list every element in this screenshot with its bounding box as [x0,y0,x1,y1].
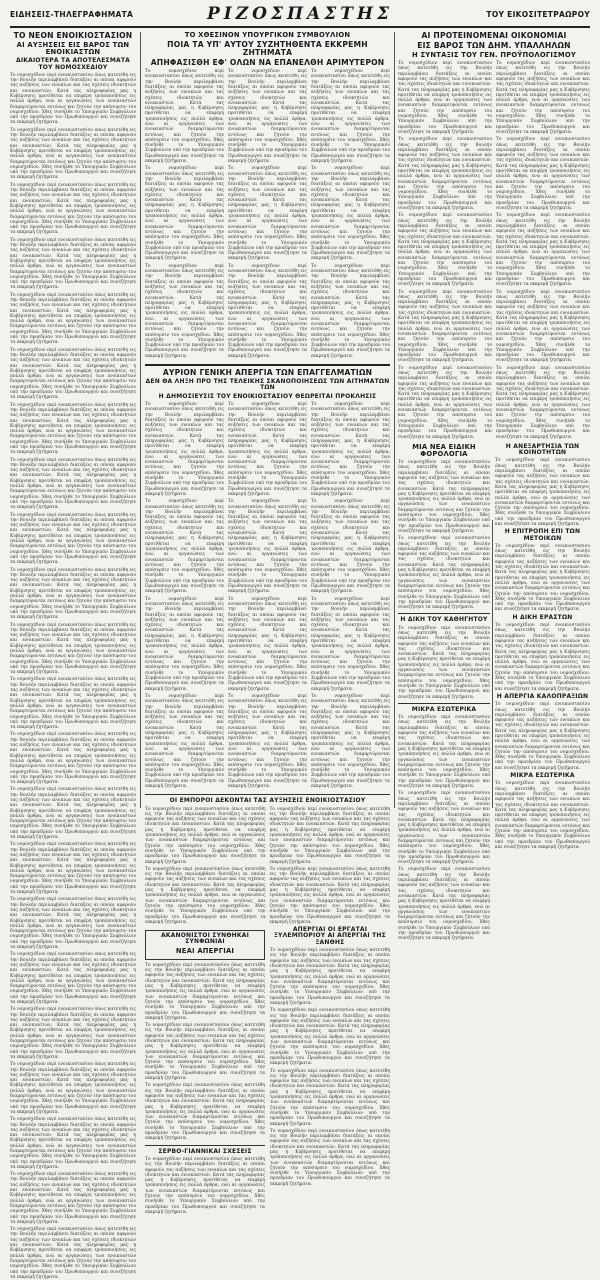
article-body: Το νομοσχέδιον περί ενοικιοστασίου όπως κατετέθη εις την Βουλήν περιλαμβάνει διατάξεις αι οποίαι αφορούν τας αυξήσεις των ενοικίων και τας σχέσεις ιδιοκτητών και ενοικιαστών. Κατά τας πληροφορίας μας η Κυβέρνησις προτίθεται να επιφέρη τροποποιήσεις εις πολλά άρθρα, ενώ αι οργανώσεις των ενοικιαστών διαμαρτύρονται εντόνως και ζητούν την απόσυρσιν του νομοσχεδίου. Χθες συνήλθε το Υπουργικόν Συμβούλιον υπό την προεδρίαν του Πρωθυπουργού και συνεζήτησε τα εκκρεμή ζητήματα. [145,1023,265,1082]
article-columns [145,807,390,928]
article-body: Το νομοσχέδιον περί ενοικιοστασίου όπως κατετέθη εις την Βουλήν περιλαμβάνει διατάξεις αι οποίαι αφορούν τας αυξήσεις των ενοικίων και τας σχέσεις ιδιοκτητών και ενοικιαστών. Κατά τας πληροφορίας μας η Κυβέρνησις προτίθεται να επιφέρη τροποποιήσεις εις πολλά άρθρα, ενώ αι οργανώσεις των ενοικιαστών διαμαρτύρονται εντόνως και ζητούν την απόσυρσιν του νομοσχεδίου. Χθες συνήλθε το Υπουργικόν Συμβούλιον υπό την προεδρίαν του Πρωθυπουργού και συνεζήτησε τα εκκρεμή ζητήματα. [270,1068,390,1127]
article-body: Το νομοσχέδιον περί ενοικιοστασίου όπως κατετέθη εις την Βουλήν περιλαμβάνει διατάξεις αι οποίαι αφορούν τας αυξήσεις των ενοικίων και τας σχέσεις ιδιοκτητών και ενοικιαστών. Κατά τας πληροφορίας μας η Κυβέρνησις προτίθεται να επιφέρη τροποποιήσεις εις πολλά άρθρα, ενώ αι οργανώσεις των ενοικιαστών διαμαρτύρονται εντόνως και ζητούν την απόσυρσιν του νομοσχεδίου. Χθες συνήλθε το Υπουργικόν Συμβούλιον υπό την προεδρίαν του Πρωθυπουργού και συνεζήτησε τα εκκρεμή ζητήματα. [311,166,390,262]
article-body: Το νομοσχέδιον περί ενοικιοστασίου όπως κατετέθη εις την Βουλήν περιλαμβάνει διατάξεις αι οποίαι αφορούν τας αυξήσεις των ενοικίων και τας σχέσεις ιδιοκτητών και ενοικιαστών. Κατά τας πληροφορίας μας η Κυβέρνησις προτίθεται να επιφέρη τροποποιήσεις εις πολλά άρθρα, ενώ αι οργανώσεις των ενοικιαστών διαμαρτύρονται εντόνως και ζητούν την απόσυρσιν του νομοσχεδίου. Χθες συνήλθε το Υπουργικόν Συμβούλιον υπό την προεδρίαν του Πρωθυπουργού και συνεζήτησε τα εκκρεμή ζητήματα. [311,693,390,789]
article-body: Το νομοσχέδιον περί ενοικιοστασίου όπως κατετέθη εις την Βουλήν περιλαμβάνει διατάξεις αι οποίαι αφορούν τας αυξήσεις των ενοικίων και τας σχέσεις ιδιοκτητών και ενοικιαστών. Κατά τας πληροφορίας μας η Κυβέρνησις προτίθεται να επιφέρη τροποποιήσεις εις πολλά άρθρα, ενώ αι οργανώσεις των ενοικιαστών διαμαρτύρονται εντόνως και ζητούν την απόσυρσιν του νομοσχεδίου. Χθες συνήλθε το Υπουργικόν Συμβούλιον υπό την προεδρίαν του Πρωθυπουργού και συνεζήτησε τα εκκρεμή ζητήματα. [10,72,136,126]
article-headline: ΤΟ ΧΘΕΣΙΝΟΝ ΥΠΟΥΡΓΙΚΟΝ ΣΥΜΒΟΥΛΙΟΝ [184,31,351,39]
article-subheadline: ΠΟΙΑ ΤΑ ΥΠ' ΑΥΤΟΥ ΣΥΖΗΤΗΘΕΝΤΑ ΕΚΚΡΕΜΗ ΖΗΤΗΜΑΤΑ [167,40,368,58]
article-body: Το νομοσχέδιον περί ενοικιοστασίου όπως κατετέθη εις την Βουλήν περιλαμβάνει διατάξεις αι οποίαι αφορούν τας αυξήσεις των ενοικίων και τας σχέσεις ιδιοκτητών και ενοικιαστών. Κατά τας πληροφορίας μας η Κυβέρνησις προτίθεται να επιφέρη τροποποιήσεις εις πολλά άρθρα, ενώ αι οργανώσεις των ενοικιαστών διαμαρτύρονται εντόνως και ζητούν την απόσυρσιν του νομοσχεδίου. Χθες συνήλθε το Υπουργικόν Συμβούλιον υπό την προεδρίαν του Πρωθυπουργού και συνεζήτησε τα εκκρεμή ζητήματα. [398,61,492,135]
article-body: Το νομοσχέδιον περί ενοικιοστασίου όπως κατετέθη εις την Βουλήν περιλαμβάνει διατάξεις αι οποίαι αφορούν τας αυξήσεις των ενοικίων και τας σχέσεις ιδιοκτητών και ενοικιαστών. Κατά τας πληροφορίας μας η Κυβέρνησις προτίθεται να επιφέρη τροποποιήσεις εις πολλά άρθρα, ενώ αι οργανώσεις των ενοικιαστών διαμαρτύρονται εντόνως και ζητούν την απόσυρσιν του νομοσχεδίου. Χθες συνήλθε το Υπουργικόν Συμβούλιον υπό την προεδρίαν του Πρωθυπουργού και συνεζήτησε τα εκκρεμή ζητήματα. [145,596,224,692]
section-label-right: ΤΟΥ ΕΙΚΟΣΙΤΕΤΡΑΩΡΟΥ [486,10,590,19]
masthead [10,4,590,28]
article-columns [145,402,390,791]
article-body: Το νομοσχέδιον περί ενοικιοστασίου όπως κατετέθη εις την Βουλήν περιλαμβάνει διατάξεις αι οποίαι αφορούν τας αυξήσεις των ενοικίων και τας σχέσεις ιδιοκτητών και ενοικιαστών. Κατά τας πληροφορίας μας η Κυβέρνησις προτίθεται να επιφέρη τροποποιήσεις εις πολλά άρθρα, ενώ αι οργανώσεις των ενοικιαστών διαμαρτύρονται εντόνως και ζητούν την απόσυρσιν του νομοσχεδίου. Χθες συνήλθε το Υπουργικόν Συμβούλιον υπό την προεδρίαν του Πρωθυπουργού και συνεζήτησε τα εκκρεμή ζητήματα. [10,787,136,841]
article-body: Το νομοσχέδιον περί ενοικιοστασίου όπως κατετέθη εις την Βουλήν περιλαμβάνει διατάξεις αι οποίαι αφορούν τας αυξήσεις των ενοικίων και τας σχέσεις ιδιοκτητών και ενοικιαστών. Κατά τας πληροφορίας μας η Κυβέρνησις προτίθεται να επιφέρη τροποποιήσεις εις πολλά άρθρα, ενώ αι οργανώσεις των ενοικιαστών διαμαρτύρονται εντόνως και ζητούν την απόσυρσιν του νομοσχεδίου. Χθες συνήλθε το Υπουργικόν Συμβούλιον υπό την προεδρίαν του Πρωθυπουργού και συνεζήτησε τα εκκρεμή ζητήματα. [311,401,390,497]
article-body: Το νομοσχέδιον περί ενοικιοστασίου όπως κατετέθη εις την Βουλήν περιλαμβάνει διατάξεις αι οποίαι αφορούν τας αυξήσεις των ενοικίων και τας σχέσεις ιδιοκτητών και ενοικιαστών. Κατά τας πληροφορίας μας η Κυβέρνησις προτίθεται να επιφέρη τροποποιήσεις εις πολλά άρθρα, ενώ αι οργανώσεις των ενοικιαστών διαμαρτύρονται εντόνως και ζητούν την απόσυρσιν του νομοσχεδίου. Χθες συνήλθε το Υπουργικόν Συμβούλιον υπό την προεδρίαν του Πρωθυπουργού και συνεζήτησε τα εκκρεμή ζητήματα. [145,499,224,595]
article-body: Το νομοσχέδιον περί ενοικιοστασίου όπως κατετέθη εις την Βουλήν περιλαμβάνει διατάξεις αι οποίαι αφορούν τας αυξήσεις των ενοικίων και τας σχέσεις ιδιοκτητών και ενοικιαστών. Κατά τας πληροφορίας μας η Κυβέρνησις προτίθεται να επιφέρη τροποποιήσεις εις πολλά άρθρα, ενώ αι οργανώσεις των ενοικιαστών διαμαρτύρονται εντόνως και ζητούν την απόσυρσιν του νομοσχεδίου. Χθες συνήλθε το Υπουργικόν Συμβούλιον υπό την προεδρίαν του Πρωθυπουργού και συνεζήτησε τα εκκρεμή ζητήματα. [398,715,490,790]
section-label-left: ΕΙΔΗΣΕΙΣ-ΤΗΛΕΓΡΑΦΗΜΑΤΑ [10,10,134,19]
article-body: Το νομοσχέδιον περί ενοικιοστασίου όπως κατετέθη εις την Βουλήν περιλαμβάνει διατάξεις αι οποίαι αφορούν τας αυξήσεις των ενοικίων και τας σχέσεις ιδιοκτητών και ενοικιαστών. Κατά τας πληροφορίας μας η Κυβέρνησις προτίθεται να επιφέρη τροποποιήσεις εις πολλά άρθρα, ενώ αι οργανώσεις των ενοικιαστών διαμαρτύρονται εντόνως και ζητούν την απόσυρσιν του νομοσχεδίου. Χθες συνήλθε το Υπουργικόν Συμβούλιον υπό την προεδρίαν του Πρωθυπουργού και συνεζήτησε τα εκκρεμή ζητήματα. [10,677,136,731]
article-headline: ΜΙΚΡΑ ΕΣΩΤΕΡΙΚΑ [411,705,477,713]
article-headline: ΑΠΕΡΓΙΑΙ ΟΙ ΕΡΓΑΤΑΙ ΞΥΛΕΜΠΟΡΙΟΥ ΑΙ ΑΠΕΡΓΙΑΙ ΤΗΣ ΞΑΝΘΗΣ [274,926,386,946]
article-body: Το νομοσχέδιον περί ενοικιοστασίου όπως κατετέθη εις την Βουλήν περιλαμβάνει διατάξεις αι οποίαι αφορούν τας αυξήσεις των ενοικίων και τας σχέσεις ιδιοκτητών και ενοικιαστών. Κατά τας πληροφορίας μας η Κυβέρνησις προτίθεται να επιφέρη τροποποιήσεις εις πολλά άρθρα, ενώ αι οργανώσεις των ενοικιαστών διαμαρτύρονται εντόνως και ζητούν την απόσυρσιν του νομοσχεδίου. Χθες συνήλθε το Υπουργικόν Συμβούλιον υπό την προεδρίαν του Πρωθυπουργού και συνεζήτησε τα εκκρεμή ζητήματα. [10,1117,136,1170]
article-body: Το νομοσχέδιον περί ενοικιοστασίου όπως κατετέθη εις την Βουλήν περιλαμβάνει διατάξεις αι οποίαι αφορούν τας αυξήσεις των ενοικίων και τας σχέσεις ιδιοκτητών και ενοικιαστών. Κατά τας πληροφορίας μας η Κυβέρνησις προτίθεται να επιφέρη τροποποιήσεις εις πολλά άρθρα, ενώ αι οργανώσεις των ενοικιαστών διαμαρτύρονται εντόνως και ζητούν την απόσυρσιν του νομοσχεδίου. Χθες συνήλθε το Υπουργικόν Συμβούλιον υπό την προεδρίαν του Πρωθυπουργού και συνεζήτησε τα εκκρεμή ζητήματα. [10,732,136,786]
article-body: Το νομοσχέδιον περί ενοικιοστασίου όπως κατετέθη εις την Βουλήν περιλαμβάνει διατάξεις αι οποίαι αφορούν τας αυξήσεις των ενοικίων και τας σχέσεις ιδιοκτητών και ενοικιαστών. Κατά τας πληροφορίας μας η Κυβέρνησις προτίθεται να επιφέρη τροποποιήσεις εις πολλά άρθρα, ενώ αι οργανώσεις των ενοικιαστών διαμαρτύρονται εντόνως και ζητούν την απόσυρσιν του νομοσχεδίου. Χθες συνήλθε το Υπουργικόν Συμβούλιον υπό την προεδρίαν του Πρωθυπουργού και συνεζήτησε τα εκκρεμή ζητήματα. [10,567,136,621]
article-body: Το νομοσχέδιον περί ενοικιοστασίου όπως κατετέθη εις την Βουλήν περιλαμβάνει διατάξεις αι οποίαι αφορούν τας αυξήσεις των ενοικίων και τας σχέσεις ιδιοκτητών και ενοικιαστών. Κατά τας πληροφορίας μας η Κυβέρνησις προτίθεται να επιφέρη τροποποιήσεις εις πολλά άρθρα, ενώ αι οργανώσεις των ενοικιαστών διαμαρτύρονται εντόνως και ζητούν την απόσυρσιν του νομοσχεδίου. Χθες συνήλθε το Υπουργικόν Συμβούλιον υπό την προεδρίαν του Πρωθυπουργού και συνεζήτησε τα εκκρεμή ζητήματα. [145,693,224,789]
article-body: Το νομοσχέδιον περί ενοικιοστασίου όπως κατετέθη εις την Βουλήν περιλαμβάνει διατάξεις αι οποίαι αφορούν τας αυξήσεις των ενοικίων και τας σχέσεις ιδιοκτητών και ενοικιαστών. Κατά τας πληροφορίας μας η Κυβέρνησις προτίθεται να επιφέρη τροποποιήσεις εις πολλά άρθρα, ενώ αι οργανώσεις των ενοικιαστών διαμαρτύρονται εντόνως και ζητούν την απόσυρσιν του νομοσχεδίου. Χθες συνήλθε το Υπουργικόν Συμβούλιον υπό την προεδρίαν του Πρωθυπουργού και συνεζήτησε τα εκκρεμή ζητήματα. [10,897,136,951]
article-body: Το νομοσχέδιον περί ενοικιοστασίου όπως κατετέθη εις την Βουλήν περιλαμβάνει διατάξεις αι οποίαι αφορούν τας αυξήσεις των ενοικίων και τας σχέσεις ιδιοκτητών και ενοικιαστών. Κατά τας πληροφορίας μας η Κυβέρνησις προτίθεται να επιφέρη τροποποιήσεις εις πολλά άρθρα, ενώ αι οργανώσεις των ενοικιαστών διαμαρτύρονται εντόνως και ζητούν την απόσυρσιν του νομοσχεδίου. Χθες συνήλθε το Υπουργικόν Συμβούλιον υπό την προεδρίαν του Πρωθυπουργού και συνεζήτησε τα εκκρεμή ζητήματα. [398,867,490,942]
article-headline: ΜΙΑ ΝΕΑ ΕΙΔΙΚΗ ΦΟΡΟΛΟΓΙΑ [412,442,476,458]
divider [145,794,390,795]
article-body: Το νομοσχέδιον περί ενοικιοστασίου όπως κατετέθη εις την Βουλήν περιλαμβάνει διατάξεις αι οποίαι αφορούν τας αυξήσεις των ενοικίων και τας σχέσεις ιδιοκτητών και ενοικιαστών. Κατά τας πληροφορίας μας η Κυβέρνησις προτίθεται να επιφέρη τροποποιήσεις εις πολλά άρθρα, ενώ αι οργανώσεις των ενοικιαστών διαμαρτύρονται εντόνως και ζητούν την απόσυρσιν του νομοσχεδίου. Χθες συνήλθε το Υπουργικόν Συμβούλιον υπό την προεδρίαν του Πρωθυπουργού και συνεζήτησε τα εκκρεμή ζητήματα. [145,263,224,359]
article-body: Το νομοσχέδιον περί ενοικιοστασίου όπως κατετέθη εις την Βουλήν περιλαμβάνει διατάξεις αι οποίαι αφορούν τας αυξήσεις των ενοικίων και τας σχέσεις ιδιοκτητών και ενοικιαστών. Κατά τας πληροφορίας μας η Κυβέρνησις προτίθεται να επιφέρη τροποποιήσεις εις πολλά άρθρα, ενώ αι οργανώσεις των ενοικιαστών διαμαρτύρονται εντόνως και ζητούν την απόσυρσιν του νομοσχεδίου. Χθες συνήλθε το Υπουργικόν Συμβούλιον υπό την προεδρίαν του Πρωθυπουργού και συνεζήτησε τα εκκρεμή ζητήματα. [398,791,490,866]
lower-articles [145,927,390,1217]
article-body: Το νομοσχέδιον περί ενοικιοστασίου όπως κατετέθη εις την Βουλήν περιλαμβάνει διατάξεις αι οποίαι αφορούν τας αυξήσεις των ενοικίων και τας σχέσεις ιδιοκτητών και ενοικιαστών. Κατά τας πληροφορίας μας η Κυβέρνησις προτίθεται να επιφέρη τροποποιήσεις εις πολλά άρθρα, ενώ αι οργανώσεις των ενοικιαστών διαμαρτύρονται εντόνως και ζητούν την απόσυρσιν του νομοσχεδίου. Χθες συνήλθε το Υπουργικόν Συμβούλιον υπό την προεδρίαν του Πρωθυπουργού και συνεζήτησε τα εκκρεμή ζητήματα. [10,622,136,676]
column-left [10,31,136,1280]
article-body: Το νομοσχέδιον περί ενοικιοστασίου όπως κατετέθη εις την Βουλήν περιλαμβάνει διατάξεις αι οποίαι αφορούν τας αυξήσεις των ενοικίων και τας σχέσεις ιδιοκτητών και ενοικιαστών. Κατά τας πληροφορίας μας η Κυβέρνησις προτίθεται να επιφέρη τροποποιήσεις εις πολλά άρθρα, ενώ αι οργανώσεις των ενοικιαστών διαμαρτύρονται εντόνως και ζητούν την απόσυρσιν του νομοσχεδίου. Χθες συνήλθε το Υπουργικόν Συμβούλιον υπό την προεδρίαν του Πρωθυπουργού και συνεζήτησε τα εκκρεμή ζητήματα. [228,166,307,262]
article-body: Το νομοσχέδιον περί ενοικιοστασίου όπως κατετέθη εις την Βουλήν περιλαμβάνει διατάξεις αι οποίαι αφορούν τας αυξήσεις των ενοικίων και τας σχέσεις ιδιοκτητών και ενοικιαστών. Κατά τας πληροφορίας μας η Κυβέρνησις προτίθεται να επιφέρη τροποποιήσεις εις πολλά άρθρα, ενώ αι οργανώσεις των ενοικιαστών διαμαρτύρονται εντόνως και ζητούν την απόσυρσιν του νομοσχεδίου. Χθες συνήλθε το Υπουργικόν Συμβούλιον υπό την προεδρίαν του Πρωθυπουργού και συνεζήτησε τα εκκρεμή ζητήματα. [311,596,390,692]
newspaper-title: ΡΙΖΟΣΠΑΣΤΗΣ [207,4,393,24]
article-subheadline: Η ΣΥΝΤΑΞΙΣ ΤΟΥ ΓΕΝ. ΠΡΟΫΠΟΛΟΓΙΣΜΟΥ [412,50,576,59]
article-headline: ΑΙ ΠΡΟΤΕΙΝΟΜΕΝΑΙ ΟΙΚΟΝΟΜΙΑΙ [421,31,567,40]
article-body: Το νομοσχέδιον περί ενοικιοστασίου όπως κατετέθη εις την Βουλήν περιλαμβάνει διατάξεις αι οποίαι αφορούν τας αυξήσεις των ενοικίων και τας σχέσεις ιδιοκτητών και ενοικιαστών. Κατά τας πληροφορίας μας η Κυβέρνησις προτίθεται να επιφέρη τροποποιήσεις εις πολλά άρθρα, ενώ αι οργανώσεις των ενοικιαστών διαμαρτύρονται εντόνως και ζητούν την απόσυρσιν του νομοσχεδίου. Χθες συνήλθε το Υπουργικόν Συμβούλιον υπό την προεδρίαν του Πρωθυπουργού και συνεζήτησε τα εκκρεμή ζητήματα. [398,460,490,534]
article-headline: Η ΔΙΚΗ ΤΟΥ ΚΑΘΗΓΗΤΟΥ [400,616,488,624]
article-body: Το νομοσχέδιον περί ενοικιοστασίου όπως κατετέθη εις την Βουλήν περιλαμβάνει διατάξεις αι οποίαι αφορούν τας αυξήσεις των ενοικίων και τας σχέσεις ιδιοκτητών και ενοικιαστών. Κατά τας πληροφορίας μας η Κυβέρνησις προτίθεται να επιφέρη τροποποιήσεις εις πολλά άρθρα, ενώ αι οργανώσεις των ενοικιαστών διαμαρτύρονται εντόνως και ζητούν την απόσυρσιν του νομοσχεδίου. Χθες συνήλθε το Υπουργικόν Συμβούλιον υπό την προεδρίαν του Πρωθυπουργού και συνεζήτησε τα εκκρεμή ζητήματα. [145,1083,265,1142]
article-body: Το νομοσχέδιον περί ενοικιοστασίου όπως κατετέθη εις την Βουλήν περιλαμβάνει διατάξεις αι οποίαι αφορούν τας αυξήσεις των ενοικίων και τας σχέσεις ιδιοκτητών και ενοικιαστών. Κατά τας πληροφορίας μας η Κυβέρνησις προτίθεται να επιφέρη τροποποιήσεις εις πολλά άρθρα, ενώ αι οργανώσεις των ενοικιαστών διαμαρτύρονται εντόνως και ζητούν την απόσυρσιν του νομοσχεδίου. Χθες συνήλθε το Υπουργικόν Συμβούλιον υπό την προεδρίαν του Πρωθυπουργού και συνεζήτησε τα εκκρεμή ζητήματα. [10,457,136,511]
article-body: Το νομοσχέδιον περί ενοικιοστασίου όπως κατετέθη εις την Βουλήν περιλαμβάνει διατάξεις αι οποίαι αφορούν τας αυξήσεις των ενοικίων και τας σχέσεις ιδιοκτητών και ενοικιαστών. Κατά τας πληροφορίας μας η Κυβέρνησις προτίθεται να επιφέρη τροποποιήσεις εις πολλά άρθρα, ενώ αι οργανώσεις των ενοικιαστών διαμαρτύρονται εντόνως και ζητούν την απόσυρσιν του νομοσχεδίου. Χθες συνήλθε το Υπουργικόν Συμβούλιον υπό την προεδρίαν του Πρωθυπουργού και συνεζήτησε τα εκκρεμή ζητήματα. [145,806,266,865]
article-body: Το νομοσχέδιον περί ενοικιοστασίου όπως κατετέθη εις την Βουλήν περιλαμβάνει διατάξεις αι οποίαι αφορούν τας αυξήσεις των ενοικίων και τας σχέσεις ιδιοκτητών και ενοικιαστών. Κατά τας πληροφορίας μας η Κυβέρνησις προτίθεται να επιφέρη τροποποιήσεις εις πολλά άρθρα, ενώ αι οργανώσεις των ενοικιαστών διαμαρτύρονται εντόνως και ζητούν την απόσυρσιν του νομοσχεδίου. Χθες συνήλθε το Υπουργικόν Συμβούλιον υπό την προεδρίαν του Πρωθυπουργού και συνεζήτησε τα εκκρεμή ζητήματα. [228,263,307,359]
article-body: Το νομοσχέδιον περί ενοικιοστασίου όπως κατετέθη εις την Βουλήν περιλαμβάνει διατάξεις αι οποίαι αφορούν τας αυξήσεις των ενοικίων και τας σχέσεις ιδιοκτητών και ενοικιαστών. Κατά τας πληροφορίας μας η Κυβέρνησις προτίθεται να επιφέρη τροποποιήσεις εις πολλά άρθρα, ενώ αι οργανώσεις των ενοικιαστών διαμαρτύρονται εντόνως και ζητούν την απόσυρσιν του νομοσχεδίου. Χθες συνήλθε το Υπουργικόν Συμβούλιον υπό την προεδρίαν του Πρωθυπουργού και συνεζήτησε τα εκκρεμή ζητήματα. [398,625,490,700]
article-body: Το νομοσχέδιον περί ενοικιοστασίου όπως κατετέθη εις την Βουλήν περιλαμβάνει διατάξεις αι οποίαι αφορούν τας αυξήσεις των ενοικίων και τας σχέσεις ιδιοκτητών και ενοικιαστών. Κατά τας πληροφορίας μας η Κυβέρνησις προτίθεται να επιφέρη τροποποιήσεις εις πολλά άρθρα, ενώ αι οργανώσεις των ενοικιαστών διαμαρτύρονται εντόνως και ζητούν την απόσυρσιν του νομοσχεδίου. Χθες συνήλθε το Υπουργικόν Συμβούλιον υπό την προεδρίαν του Πρωθυπουργού και συνεζήτησε τα εκκρεμή ζητήματα. [495,458,590,527]
divider [145,1145,265,1146]
article-body: Το νομοσχέδιον περί ενοικιοστασίου όπως κατετέθη εις την Βουλήν περιλαμβάνει διατάξεις αι οποίαι αφορούν τας αυξήσεις των ενοικίων και τας σχέσεις ιδιοκτητών και ενοικιαστών. Κατά τας πληροφορίας μας η Κυβέρνησις προτίθεται να επιφέρη τροποποιήσεις εις πολλά άρθρα, ενώ αι οργανώσεις των ενοικιαστών διαμαρτύρονται εντόνως και ζητούν την απόσυρσιν του νομοσχεδίου. Χθες συνήλθε το Υπουργικόν Συμβούλιον υπό την προεδρίαν του Πρωθυπουργού και συνεζήτησε τα εκκρεμή ζητήματα. [10,1007,136,1060]
article-body: Το νομοσχέδιον περί ενοικιοστασίου όπως κατετέθη εις την Βουλήν περιλαμβάνει διατάξεις αι οποίαι αφορούν τας αυξήσεις των ενοικίων και τας σχέσεις ιδιοκτητών και ενοικιαστών. Κατά τας πληροφορίας μας η Κυβέρνησις προτίθεται να επιφέρη τροποποιήσεις εις πολλά άρθρα, ενώ αι οργανώσεις των ενοικιαστών διαμαρτύρονται εντόνως και ζητούν την απόσυρσιν του νομοσχεδίου. Χθες συνήλθε το Υπουργικόν Συμβούλιον υπό την προεδρίαν του Πρωθυπουργού και συνεζήτησε τα εκκρεμή ζητήματα. [145,866,266,925]
article-body: Το νομοσχέδιον περί ενοικιοστασίου όπως κατετέθη εις την Βουλήν περιλαμβάνει διατάξεις αι οποίαι αφορούν τας αυξήσεις των ενοικίων και τας σχέσεις ιδιοκτητών και ενοικιαστών. Κατά τας πληροφορίας μας η Κυβέρνησις προτίθεται να επιφέρη τροποποιήσεις εις πολλά άρθρα, ενώ αι οργανώσεις των ενοικιαστών διαμαρτύρονται εντόνως και ζητούν την απόσυρσιν του νομοσχεδίου. Χθες συνήλθε το Υπουργικόν Συμβούλιον υπό την προεδρίαν του Πρωθυπουργού και συνεζήτησε τα εκκρεμή ζητήματα. [398,365,492,440]
boxed-section [145,930,265,960]
article-subheadline: Η ΔΗΜΟΣΙΕΥΣΙΣ ΤΟΥ ΕΝΟΙΚΙΟΣΤΑΣΙΟΥ ΘΕΩΡΕΙΤΑΙ ΠΡΟΚΛΗΣΙΣ [158,392,377,400]
article-subheadline: ΔΕΝ ΘΑ ΛΗΞΗ ΠΡΟ ΤΗΣ ΤΕΛΕΙΚΗΣ ΣΚΑΝΟΠΟΙΗΣΕΩΣ ΤΩΝ ΑΙΤΗΜΑΤΩΝ ΤΩΝ [145,378,390,392]
article-body: Το νομοσχέδιον περί ενοικιοστασίου όπως κατετέθη εις την Βουλήν περιλαμβάνει διατάξεις αι οποίαι αφορούν τας αυξήσεις των ενοικίων και τας σχέσεις ιδιοκτητών και ενοικιαστών. Κατά τας πληροφορίας μας η Κυβέρνησις προτίθεται να επιφέρη τροποποιήσεις εις πολλά άρθρα, ενώ αι οργανώσεις των ενοικιαστών διαμαρτύρονται εντόνως και ζητούν την απόσυρσιν του νομοσχεδίου. Χθες συνήλθε το Υπουργικόν Συμβούλιον υπό την προεδρίαν του Πρωθυπουργού και συνεζήτησε τα εκκρεμή ζητήματα. [10,292,136,346]
article-body: Το νομοσχέδιον περί ενοικιοστασίου όπως κατετέθη εις την Βουλήν περιλαμβάνει διατάξεις αι οποίαι αφορούν τας αυξήσεις των ενοικίων και τας σχέσεις ιδιοκτητών και ενοικιαστών. Κατά τας πληροφορίας μας η Κυβέρνησις προτίθεται να επιφέρη τροποποιήσεις εις πολλά άρθρα, ενώ αι οργανώσεις των ενοικιαστών διαμαρτύρονται εντόνως και ζητούν την απόσυρσιν του νομοσχεδίου. Χθες συνήλθε το Υπουργικόν Συμβούλιον υπό την προεδρίαν του Πρωθυπουργού και συνεζήτησε τα εκκρεμή ζητήματα. [10,347,136,401]
article-body: Το νομοσχέδιον περί ενοικιοστασίου όπως κατετέθη εις την Βουλήν περιλαμβάνει διατάξεις αι οποίαι αφορούν τας αυξήσεις των ενοικίων και τας σχέσεις ιδιοκτητών και ενοικιαστών. Κατά τας πληροφορίας μας η Κυβέρνησις προτίθεται να επιφέρη τροποποιήσεις εις πολλά άρθρα, ενώ αι οργανώσεις των ενοικιαστών διαμαρτύρονται εντόνως και ζητούν την απόσυρσιν του νομοσχεδίου. Χθες συνήλθε το Υπουργικόν Συμβούλιον υπό την προεδρίαν του Πρωθυπουργού και συνεζήτησε τα εκκρεμή ζητήματα. [398,137,492,212]
article-body: Το νομοσχέδιον περί ενοικιοστασίου όπως κατετέθη εις την Βουλήν περιλαμβάνει διατάξεις αι οποίαι αφορούν τας αυξήσεις των ενοικίων και τας σχέσεις ιδιοκτητών και ενοικιαστών. Κατά τας πληροφορίας μας η Κυβέρνησις προτίθεται να επιφέρη τροποποιήσεις εις πολλά άρθρα, ενώ αι οργανώσεις των ενοικιαστών διαμαρτύρονται εντόνως και ζητούν την απόσυρσιν του νομοσχεδίου. Χθες συνήλθε το Υπουργικόν Συμβούλιον υπό την προεδρίαν του Πρωθυπουργού και συνεζήτησε τα εκκρεμή ζητήματα. [10,1227,136,1280]
article-body: Το νομοσχέδιον περί ενοικιοστασίου όπως κατετέθη εις την Βουλήν περιλαμβάνει διατάξεις αι οποίαι αφορούν τας αυξήσεις των ενοικίων και τας σχέσεις ιδιοκτητών και ενοικιαστών. Κατά τας πληροφορίας μας η Κυβέρνησις προτίθεται να επιφέρη τροποποιήσεις εις πολλά άρθρα, ενώ αι οργανώσεις των ενοικιαστών διαμαρτύρονται εντόνως και ζητούν την απόσυρσιν του νομοσχεδίου. Χθες συνήλθε το Υπουργικόν Συμβούλιον υπό την προεδρίαν του Πρωθυπουργού και συνεζήτησε τα εκκρεμή ζητήματα. [495,623,590,692]
article-body: Το νομοσχέδιον περί ενοικιοστασίου όπως κατετέθη εις την Βουλήν περιλαμβάνει διατάξεις αι οποίαι αφορούν τας αυξήσεις των ενοικίων και τας σχέσεις ιδιοκτητών και ενοικιαστών. Κατά τας πληροφορίας μας η Κυβέρνησις προτίθεται να επιφέρη τροποποιήσεις εις πολλά άρθρα, ενώ αι οργανώσεις των ενοικιαστών διαμαρτύρονται εντόνως και ζητούν την απόσυρσιν του νομοσχεδίου. Χθες συνήλθε το Υπουργικόν Συμβούλιον υπό την προεδρίαν του Πρωθυπουργού και συνεζήτησε τα εκκρεμή ζητήματα. [398,536,490,611]
article-columns [145,69,390,361]
article-headline: ΤΟ ΝΕΟΝ ΕΝΟΙΚΙΟΣΤΑΣΙΟΝ [13,31,133,40]
article-body: Το νομοσχέδιον περί ενοικιοστασίου όπως κατετέθη εις την Βουλήν περιλαμβάνει διατάξεις αι οποίαι αφορούν τας αυξήσεις των ενοικίων και τας σχέσεις ιδιοκτητών και ενοικιαστών. Κατά τας πληροφορίας μας η Κυβέρνησις προτίθεται να επιφέρη τροποποιήσεις εις πολλά άρθρα, ενώ αι οργανώσεις των ενοικιαστών διαμαρτύρονται εντόνως και ζητούν την απόσυρσιν του νομοσχεδίου. Χθες συνήλθε το Υπουργικόν Συμβούλιον υπό την προεδρίαν του Πρωθυπουργού και συνεζήτησε τα εκκρεμή ζητήματα. [145,166,224,262]
lower-articles [398,444,590,944]
article-body: Το νομοσχέδιον περί ενοικιοστασίου όπως κατετέθη εις την Βουλήν περιλαμβάνει διατάξεις αι οποίαι αφορούν τας αυξήσεις των ενοικίων και τας σχέσεις ιδιοκτητών και ενοικιαστών. Κατά τας πληροφορίας μας η Κυβέρνησις προτίθεται να επιφέρη τροποποιήσεις εις πολλά άρθρα, ενώ αι οργανώσεις των ενοικιαστών διαμαρτύρονται εντόνως και ζητούν την απόσυρσιν του νομοσχεδίου. Χθες συνήλθε το Υπουργικόν Συμβούλιον υπό την προεδρίαν του Πρωθυπουργού και συνεζήτησε τα εκκρεμή ζητήματα. [496,289,590,364]
article-body: Το νομοσχέδιον περί ενοικιοστασίου όπως κατετέθη εις την Βουλήν περιλαμβάνει διατάξεις αι οποίαι αφορούν τας αυξήσεις των ενοικίων και τας σχέσεις ιδιοκτητών και ενοικιαστών. Κατά τας πληροφορίας μας η Κυβέρνησις προτίθεται να επιφέρη τροποποιήσεις εις πολλά άρθρα, ενώ αι οργανώσεις των ενοικιαστών διαμαρτύρονται εντόνως και ζητούν την απόσυρσιν του νομοσχεδίου. Χθες συνήλθε το Υπουργικόν Συμβούλιον υπό την προεδρίαν του Πρωθυπουργού και συνεζήτησε τα εκκρεμή ζητήματα. [269,806,390,865]
column-rule [394,32,395,808]
article-body: Το νομοσχέδιον περί ενοικιοστασίου όπως κατετέθη εις την Βουλήν περιλαμβάνει διατάξεις αι οποίαι αφορούν τας αυξήσεις των ενοικίων και τας σχέσεις ιδιοκτητών και ενοικιαστών. Κατά τας πληροφορίας μας η Κυβέρνησις προτίθεται να επιφέρη τροποποιήσεις εις πολλά άρθρα, ενώ αι οργανώσεις των ενοικιαστών διαμαρτύρονται εντόνως και ζητούν την απόσυρσιν του νομοσχεδίου. Χθες συνήλθε το Υπουργικόν Συμβούλιον υπό την προεδρίαν του Πρωθυπουργού και συνεζήτησε τα εκκρεμή ζητήματα. [270,948,390,1006]
article-body: Το νομοσχέδιον περί ενοικιοστασίου όπως κατετέθη εις την Βουλήν περιλαμβάνει διατάξεις αι οποίαι αφορούν τας αυξήσεις των ενοικίων και τας σχέσεις ιδιοκτητών και ενοικιαστών. Κατά τας πληροφορίας μας η Κυβέρνησις προτίθεται να επιφέρη τροποποιήσεις εις πολλά άρθρα, ενώ αι οργανώσεις των ενοικιαστών διαμαρτύρονται εντόνως και ζητούν την απόσυρσιν του νομοσχεδίου. Χθες συνήλθε το Υπουργικόν Συμβούλιον υπό την προεδρίαν του Πρωθυπουργού και συνεζήτησε τα εκκρεμή ζητήματα. [10,182,136,236]
article-headline: Η ΑΠΕΡΓΙΑ ΚΑΛΟΠΡΑΞΙΩΝ [496,692,589,700]
box-headline: ΝΕΑΙ ΑΠΕΡΓΙΑΙ [175,946,235,955]
article-body: Το νομοσχέδιον περί ενοικιοστασίου όπως κατετέθη εις την Βουλήν περιλαμβάνει διατάξεις αι οποίαι αφορούν τας αυξήσεις των ενοικίων και τας σχέσεις ιδιοκτητών και ενοικιαστών. Κατά τας πληροφορίας μας η Κυβέρνησις προτίθεται να επιφέρη τροποποιήσεις εις πολλά άρθρα, ενώ αι οργανώσεις των ενοικιαστών διαμαρτύρονται εντόνως και ζητούν την απόσυρσιν του νομοσχεδίου. Χθες συνήλθε το Υπουργικόν Συμβούλιον υπό την προεδρίαν του Πρωθυπουργού και συνεζήτησε τα εκκρεμή ζητήματα. [228,69,307,165]
article-body: Το νομοσχέδιον περί ενοικιοστασίου όπως κατετέθη εις την Βουλήν περιλαμβάνει διατάξεις αι οποίαι αφορούν τας αυξήσεις των ενοικίων και τας σχέσεις ιδιοκτητών και ενοικιαστών. Κατά τας πληροφορίας μας η Κυβέρνησις προτίθεται να επιφέρη τροποποιήσεις εις πολλά άρθρα, ενώ αι οργανώσεις των ενοικιαστών διαμαρτύρονται εντόνως και ζητούν την απόσυρσιν του νομοσχεδίου. Χθες συνήλθε το Υπουργικόν Συμβούλιον υπό την προεδρίαν του Πρωθυπουργού και συνεζήτησε τα εκκρεμή ζητήματα. [10,127,136,181]
article-subheadline: ΕΙΣ ΒΑΡΟΣ ΤΩΝ ΔΗΜ. ΥΠΑΛΛΗΛΩΝ [417,40,571,50]
box-headline: ΑΚΑΝΟΝΙΣΤΟΙ ΣΥΝΘΗΚΑΙ ΣΥΝΦΩΝΙΑΙ [160,932,250,946]
article-body: Το νομοσχέδιον περί ενοικιοστασίου όπως κατετέθη εις την Βουλήν περιλαμβάνει διατάξεις αι οποίαι αφορούν τας αυξήσεις των ενοικίων και τας σχέσεις ιδιοκτητών και ενοικιαστών. Κατά τας πληροφορίας μας η Κυβέρνησις προτίθεται να επιφέρη τροποποιήσεις εις πολλά άρθρα, ενώ αι οργανώσεις των ενοικιαστών διαμαρτύρονται εντόνως και ζητούν την απόσυρσιν του νομοσχεδίου. Χθες συνήλθε το Υπουργικόν Συμβούλιον υπό την προεδρίαν του Πρωθυπουργού και συνεζήτησε τα εκκρεμή ζητήματα. [496,61,590,135]
article-body: Το νομοσχέδιον περί ενοικιοστασίου όπως κατετέθη εις την Βουλήν περιλαμβάνει διατάξεις αι οποίαι αφορούν τας αυξήσεις των ενοικίων και τας σχέσεις ιδιοκτητών και ενοικιαστών. Κατά τας πληροφορίας μας η Κυβέρνησις προτίθεται να επιφέρη τροποποιήσεις εις πολλά άρθρα, ενώ αι οργανώσεις των ενοικιαστών διαμαρτύρονται εντόνως και ζητούν την απόσυρσιν του νομοσχεδίου. Χθες συνήλθε το Υπουργικόν Συμβούλιον υπό την προεδρίαν του Πρωθυπουργού και συνεζήτησε τα εκκρεμή ζητήματα. [311,263,390,359]
article-body: Το νομοσχέδιον περί ενοικιοστασίου όπως κατετέθη εις την Βουλήν περιλαμβάνει διατάξεις αι οποίαι αφορούν τας αυξήσεις των ενοικίων και τας σχέσεις ιδιοκτητών και ενοικιαστών. Κατά τας πληροφορίας μας η Κυβέρνησις προτίθεται να επιφέρη τροποποιήσεις εις πολλά άρθρα, ενώ αι οργανώσεις των ενοικιαστών διαμαρτύρονται εντόνως και ζητούν την απόσυρσιν του νομοσχεδίου. Χθες συνήλθε το Υπουργικόν Συμβούλιον υπό την προεδρίαν του Πρωθυπουργού και συνεζήτησε τα εκκρεμή ζητήματα. [311,69,390,165]
article-body: Το νομοσχέδιον περί ενοικιοστασίου όπως κατετέθη εις την Βουλήν περιλαμβάνει διατάξεις αι οποίαι αφορούν τας αυξήσεις των ενοικίων και τας σχέσεις ιδιοκτητών και ενοικιαστών. Κατά τας πληροφορίας μας η Κυβέρνησις προτίθεται να επιφέρη τροποποιήσεις εις πολλά άρθρα, ενώ αι οργανώσεις των ενοικιαστών διαμαρτύρονται εντόνως και ζητούν την απόσυρσιν του νομοσχεδίου. Χθες συνήλθε το Υπουργικόν Συμβούλιον υπό την προεδρίαν του Πρωθυπουργού και συνεζήτησε τα εκκρεμή ζητήματα. [10,512,136,566]
article-body: Το νομοσχέδιον περί ενοικιοστασίου όπως κατετέθη εις την Βουλήν περιλαμβάνει διατάξεις αι οποίαι αφορούν τας αυξήσεις των ενοικίων και τας σχέσεις ιδιοκτητών και ενοικιαστών. Κατά τας πληροφορίας μας η Κυβέρνησις προτίθεται να επιφέρη τροποποιήσεις εις πολλά άρθρα, ενώ αι οργανώσεις των ενοικιαστών διαμαρτύρονται εντόνως και ζητούν την απόσυρσιν του νομοσχεδίου. Χθες συνήλθε το Υπουργικόν Συμβούλιον υπό την προεδρίαν του Πρωθυπουργού και συνεζήτησε τα εκκρεμή ζητήματα. [10,402,136,456]
article-body: Το νομοσχέδιον περί ενοικιοστασίου όπως κατετέθη εις την Βουλήν περιλαμβάνει διατάξεις αι οποίαι αφορούν τας αυξήσεις των ενοικίων και τας σχέσεις ιδιοκτητών και ενοικιαστών. Κατά τας πληροφορίας μας η Κυβέρνησις προτίθεται να επιφέρη τροποποιήσεις εις πολλά άρθρα, ενώ αι οργανώσεις των ενοικιαστών διαμαρτύρονται εντόνως και ζητούν την απόσυρσιν του νομοσχεδίου. Χθες συνήλθε το Υπουργικόν Συμβούλιον υπό την προεδρίαν του Πρωθυπουργού και συνεζήτησε τα εκκρεμή ζητήματα. [270,1008,390,1067]
article-subheadline: ΑΙ ΑΥΞΗΣΕΙΣ ΕΙΣ ΒΑΡΟΣ ΤΩΝ ΕΝΟΙΚΙΑΣΤΩΝ [16,40,130,57]
column-center [145,31,390,1215]
divider [398,703,490,704]
article-body: Το νομοσχέδιον περί ενοικιοστασίου όπως κατετέθη εις την Βουλήν περιλαμβάνει διατάξεις αι οποίαι αφορούν τας αυξήσεις των ενοικίων και τας σχέσεις ιδιοκτητών και ενοικιαστών. Κατά τας πληροφορίας μας η Κυβέρνησις προτίθεται να επιφέρη τροποποιήσεις εις πολλά άρθρα, ενώ αι οργανώσεις των ενοικιαστών διαμαρτύρονται εντόνως και ζητούν την απόσυρσιν του νομοσχεδίου. Χθες συνήλθε το Υπουργικόν Συμβούλιον υπό την προεδρίαν του Πρωθυπουργού και συνεζήτησε τα εκκρεμή ζητήματα. [496,137,590,212]
article-body: Το νομοσχέδιον περί ενοικιοστασίου όπως κατετέθη εις την Βουλήν περιλαμβάνει διατάξεις αι οποίαι αφορούν τας αυξήσεις των ενοικίων και τας σχέσεις ιδιοκτητών και ενοικιαστών. Κατά τας πληροφορίας μας η Κυβέρνησις προτίθεται να επιφέρη τροποποιήσεις εις πολλά άρθρα, ενώ αι οργανώσεις των ενοικιαστών διαμαρτύρονται εντόνως και ζητούν την απόσυρσιν του νομοσχεδίου. Χθες συνήλθε το Υπουργικόν Συμβούλιον υπό την προεδρίαν του Πρωθυπουργού και συνεζήτησε τα εκκρεμή ζητήματα. [228,693,307,789]
divider [398,613,490,614]
article-headline: ΜΙΚΡΑ ΕΣΩΤΕΡΙΚΑ [510,772,575,780]
article-body: Το νομοσχέδιον περί ενοικιοστασίου όπως κατετέθη εις την Βουλήν περιλαμβάνει διατάξεις αι οποίαι αφορούν τας αυξήσεις των ενοικίων και τας σχέσεις ιδιοκτητών και ενοικιαστών. Κατά τας πληροφορίας μας η Κυβέρνησις προτίθεται να επιφέρη τροποποιήσεις εις πολλά άρθρα, ενώ αι οργανώσεις των ενοικιαστών διαμαρτύρονται εντόνως και ζητούν την απόσυρσιν του νομοσχεδίου. Χθες συνήλθε το Υπουργικόν Συμβούλιον υπό την προεδρίαν του Πρωθυπουργού και συνεζήτησε τα εκκρεμή ζητήματα. [269,866,390,925]
article-body: Το νομοσχέδιον περί ενοικιοστασίου όπως κατετέθη εις την Βουλήν περιλαμβάνει διατάξεις αι οποίαι αφορούν τας αυξήσεις των ενοικίων και τας σχέσεις ιδιοκτητών και ενοικιαστών. Κατά τας πληροφορίας μας η Κυβέρνησις προτίθεται να επιφέρη τροποποιήσεις εις πολλά άρθρα, ενώ αι οργανώσεις των ενοικιαστών διαμαρτύρονται εντόνως και ζητούν την απόσυρσιν του νομοσχεδίου. Χθες συνήλθε το Υπουργικόν Συμβούλιον υπό την προεδρίαν του Πρωθυπουργού και συνεζήτησε τα εκκρεμή ζητήματα. [228,596,307,692]
article-body: Το νομοσχέδιον περί ενοικιοστασίου όπως κατετέθη εις την Βουλήν περιλαμβάνει διατάξεις αι οποίαι αφορούν τας αυξήσεις των ενοικίων και τας σχέσεις ιδιοκτητών και ενοικιαστών. Κατά τας πληροφορίας μας η Κυβέρνησις προτίθεται να επιφέρη τροποποιήσεις εις πολλά άρθρα, ενώ αι οργανώσεις των ενοικιαστών διαμαρτύρονται εντόνως και ζητούν την απόσυρσιν του νομοσχεδίου. Χθες συνήλθε το Υπουργικόν Συμβούλιον υπό την προεδρίαν του Πρωθυπουργού και συνεζήτησε τα εκκρεμή ζητήματα. [10,952,136,1005]
article-body: Το νομοσχέδιον περί ενοικιοστασίου όπως κατετέθη εις την Βουλήν περιλαμβάνει διατάξεις αι οποίαι αφορούν τας αυξήσεις των ενοικίων και τας σχέσεις ιδιοκτητών και ενοικιαστών. Κατά τας πληροφορίας μας η Κυβέρνησις προτίθεται να επιφέρη τροποποιήσεις εις πολλά άρθρα, ενώ αι οργανώσεις των ενοικιαστών διαμαρτύρονται εντόνως και ζητούν την απόσυρσιν του νομοσχεδίου. Χθες συνήλθε το Υπουργικόν Συμβούλιον υπό την προεδρίαν του Πρωθυπουργού και συνεζήτησε τα εκκρεμή ζητήματα. [10,237,136,291]
article-headline: ΣΕΡΒΟ-ΓΙΑΝΝΙΚΑΙ ΣΧΕΣΕΙΣ [158,1147,252,1155]
article-headline: Η ΕΠΙΤΡΟΠΗ ΕΠΙ ΤΩΝ ΜΕΤΟΙΚΩΝ [504,528,581,542]
article-body: Το νομοσχέδιον περί ενοικιοστασίου όπως κατετέθη εις την Βουλήν περιλαμβάνει διατάξεις αι οποίαι αφορούν τας αυξήσεις των ενοικίων και τας σχέσεις ιδιοκτητών και ενοικιαστών. Κατά τας πληροφορίας μας η Κυβέρνησις προτίθεται να επιφέρη τροποποιήσεις εις πολλά άρθρα, ενώ αι οργανώσεις των ενοικιαστών διαμαρτύρονται εντόνως και ζητούν την απόσυρσιν του νομοσχεδίου. Χθες συνήλθε το Υπουργικόν Συμβούλιον υπό την προεδρίαν του Πρωθυπουργού και συνεζήτησε τα εκκρεμή ζητήματα. [145,401,224,497]
article-subheadline: ΑΠΗΦΑΣΙΣΘΗ ΕΦ' ΟΛΩΝ ΝΑ ΕΠΑΝΕΛΘΗ ΑΡΙΜΥΤΕΡΟΝ [150,58,385,68]
article-body: Το νομοσχέδιον περί ενοικιοστασίου όπως κατετέθη εις την Βουλήν περιλαμβάνει διατάξεις αι οποίαι αφορούν τας αυξήσεις των ενοικίων και τας σχέσεις ιδιοκτητών και ενοικιαστών. Κατά τας πληροφορίας μας η Κυβέρνησις προτίθεται να επιφέρη τροποποιήσεις εις πολλά άρθρα, ενώ αι οργανώσεις των ενοικιαστών διαμαρτύρονται εντόνως και ζητούν την απόσυρσιν του νομοσχεδίου. Χθες συνήλθε το Υπουργικόν Συμβούλιον υπό την προεδρίαν του Πρωθυπουργού και συνεζήτησε τα εκκρεμή ζητήματα. [495,543,590,613]
article-body: Το νομοσχέδιον περί ενοικιοστασίου όπως κατετέθη εις την Βουλήν περιλαμβάνει διατάξεις αι οποίαι αφορούν τας αυξήσεις των ενοικίων και τας σχέσεις ιδιοκτητών και ενοικιαστών. Κατά τας πληροφορίας μας η Κυβέρνησις προτίθεται να επιφέρη τροποποιήσεις εις πολλά άρθρα, ενώ αι οργανώσεις των ενοικιαστών διαμαρτύρονται εντόνως και ζητούν την απόσυρσιν του νομοσχεδίου. Χθες συνήλθε το Υπουργικόν Συμβούλιον υπό την προεδρίαν του Πρωθυπουργού και συνεζήτησε τα εκκρεμή ζητήματα. [145,962,265,1021]
article-body: Το νομοσχέδιον περί ενοικιοστασίου όπως κατετέθη εις την Βουλήν περιλαμβάνει διατάξεις αι οποίαι αφορούν τας αυξήσεις των ενοικίων και τας σχέσεις ιδιοκτητών και ενοικιαστών. Κατά τας πληροφορίας μας η Κυβέρνησις προτίθεται να επιφέρη τροποποιήσεις εις πολλά άρθρα, ενώ αι οργανώσεις των ενοικιαστών διαμαρτύρονται εντόνως και ζητούν την απόσυρσιν του νομοσχεδίου. Χθες συνήλθε το Υπουργικόν Συμβούλιον υπό την προεδρίαν του Πρωθυπουργού και συνεζήτησε τα εκκρεμή ζητήματα. [311,499,390,595]
article-body: Το νομοσχέδιον περί ενοικιοστασίου όπως κατετέθη εις την Βουλήν περιλαμβάνει διατάξεις αι οποίαι αφορούν τας αυξήσεις των ενοικίων και τας σχέσεις ιδιοκτητών και ενοικιαστών. Κατά τας πληροφορίας μας η Κυβέρνησις προτίθεται να επιφέρη τροποποιήσεις εις πολλά άρθρα, ενώ αι οργανώσεις των ενοικιαστών διαμαρτύρονται εντόνως και ζητούν την απόσυρσιν του νομοσχεδίου. Χθες συνήλθε το Υπουργικόν Συμβούλιον υπό την προεδρίαν του Πρωθυπουργού και συνεζήτησε τα εκκρεμή ζητήματα. [145,69,224,165]
article-body: Το νομοσχέδιον περί ενοικιοστασίου όπως κατετέθη εις την Βουλήν περιλαμβάνει διατάξεις αι οποίαι αφορούν τας αυξήσεις των ενοικίων και τας σχέσεις ιδιοκτητών και ενοικιαστών. Κατά τας πληροφορίας μας η Κυβέρνησις προτίθεται να επιφέρη τροποποιήσεις εις πολλά άρθρα, ενώ αι οργανώσεις των ενοικιαστών διαμαρτύρονται εντόνως και ζητούν την απόσυρσιν του νομοσχεδίου. Χθες συνήλθε το Υπουργικόν Συμβούλιον υπό την προεδρίαν του Πρωθυπουργού και συνεζήτησε τα εκκρεμή ζητήματα. [10,1062,136,1115]
article-body: Το νομοσχέδιον περί ενοικιοστασίου όπως κατετέθη εις την Βουλήν περιλαμβάνει διατάξεις αι οποίαι αφορούν τας αυξήσεις των ενοικίων και τας σχέσεις ιδιοκτητών και ενοικιαστών. Κατά τας πληροφορίας μας η Κυβέρνησις προτίθεται να επιφέρη τροποποιήσεις εις πολλά άρθρα, ενώ αι οργανώσεις των ενοικιαστών διαμαρτύρονται εντόνως και ζητούν την απόσυρσιν του νομοσχεδίου. Χθες συνήλθε το Υπουργικόν Συμβούλιον υπό την προεδρίαν του Πρωθυπουργού και συνεζήτησε τα εκκρεμή ζητήματα. [496,213,590,288]
article-body: Το νομοσχέδιον περί ενοικιοστασίου όπως κατετέθη εις την Βουλήν περιλαμβάνει διατάξεις αι οποίαι αφορούν τας αυξήσεις των ενοικίων και τας σχέσεις ιδιοκτητών και ενοικιαστών. Κατά τας πληροφορίας μας η Κυβέρνησις προτίθεται να επιφέρη τροποποιήσεις εις πολλά άρθρα, ενώ αι οργανώσεις των ενοικιαστών διαμαρτύρονται εντόνως και ζητούν την απόσυρσιν του νομοσχεδίου. Χθες συνήλθε το Υπουργικόν Συμβούλιον υπό την προεδρίαν του Πρωθυπουργού και συνεζήτησε τα εκκρεμή ζητήματα. [495,781,590,850]
article-headline: ΑΥΡΙΟΝ ΓΕΝΙΚΗ ΑΠΕΡΓΙΑ ΤΩΝ ΕΠΑΓΓΕΛΜΑΤΙΩΝ [162,368,373,378]
article-body: Το νομοσχέδιον περί ενοικιοστασίου όπως κατετέθη εις την Βουλήν περιλαμβάνει διατάξεις αι οποίαι αφορούν τας αυξήσεις των ενοικίων και τας σχέσεις ιδιοκτητών και ενοικιαστών. Κατά τας πληροφορίας μας η Κυβέρνησις προτίθεται να επιφέρη τροποποιήσεις εις πολλά άρθρα, ενώ αι οργανώσεις των ενοικιαστών διαμαρτύρονται εντόνως και ζητούν την απόσυρσιν του νομοσχεδίου. Χθες συνήλθε το Υπουργικόν Συμβούλιον υπό την προεδρίαν του Πρωθυπουργού και συνεζήτησε τα εκκρεμή ζητήματα. [398,213,492,288]
article-body: Το νομοσχέδιον περί ενοικιοστασίου όπως κατετέθη εις την Βουλήν περιλαμβάνει διατάξεις αι οποίαι αφορούν τας αυξήσεις των ενοικίων και τας σχέσεις ιδιοκτητών και ενοικιαστών. Κατά τας πληροφορίας μας η Κυβέρνησις προτίθεται να επιφέρη τροποποιήσεις εις πολλά άρθρα, ενώ αι οργανώσεις των ενοικιαστών διαμαρτύρονται εντόνως και ζητούν την απόσυρσιν του νομοσχεδίου. Χθες συνήλθε το Υπουργικόν Συμβούλιον υπό την προεδρίαν του Πρωθυπουργού και συνεζήτησε τα εκκρεμή ζητήματα. [496,365,590,440]
divider [145,364,390,366]
article-body: Το νομοσχέδιον περί ενοικιοστασίου όπως κατετέθη εις την Βουλήν περιλαμβάνει διατάξεις αι οποίαι αφορούν τας αυξήσεις των ενοικίων και τας σχέσεις ιδιοκτητών και ενοικιαστών. Κατά τας πληροφορίας μας η Κυβέρνησις προτίθεται να επιφέρη τροποποιήσεις εις πολλά άρθρα, ενώ αι οργανώσεις των ενοικιαστών διαμαρτύρονται εντόνως και ζητούν την απόσυρσιν του νομοσχεδίου. Χθες συνήλθε το Υπουργικόν Συμβούλιον υπό την προεδρίαν του Πρωθυπουργού και συνεζήτησε τα εκκρεμή ζητήματα. [398,289,492,364]
article-body: Το νομοσχέδιον περί ενοικιοστασίου όπως κατετέθη εις την Βουλήν περιλαμβάνει διατάξεις αι οποίαι αφορούν τας αυξήσεις των ενοικίων και τας σχέσεις ιδιοκτητών και ενοικιαστών. Κατά τας πληροφορίας μας η Κυβέρνησις προτίθεται να επιφέρη τροποποιήσεις εις πολλά άρθρα, ενώ αι οργανώσεις των ενοικιαστών διαμαρτύρονται εντόνως και ζητούν την απόσυρσιν του νομοσχεδίου. Χθες συνήλθε το Υπουργικόν Συμβούλιον υπό την προεδρίαν του Πρωθυπουργού και συνεζήτησε τα εκκρεμή ζητήματα. [10,1172,136,1225]
article-headline: Η ΑΝΕΞΑΡΤΗΣΙΑ ΤΩΝ ΚΟΙΝΟΤΗΤΩΝ [505,442,580,457]
article-body: Το νομοσχέδιον περί ενοικιοστασίου όπως κατετέθη εις την Βουλήν περιλαμβάνει διατάξεις αι οποίαι αφορούν τας αυξήσεις των ενοικίων και τας σχέσεις ιδιοκτητών και ενοικιαστών. Κατά τας πληροφορίας μας η Κυβέρνησις προτίθεται να επιφέρη τροποποιήσεις εις πολλά άρθρα, ενώ αι οργανώσεις των ενοικιαστών διαμαρτύρονται εντόνως και ζητούν την απόσυρσιν του νομοσχεδίου. Χθες συνήλθε το Υπουργικόν Συμβούλιον υπό την προεδρίαν του Πρωθυπουργού και συνεζήτησε τα εκκρεμή ζητήματα. [145,1156,265,1215]
article-headline: Η ΔΙΚΗ ΕΡΑΣΤΩΝ [512,613,573,621]
column-right [398,31,590,942]
article-body: Το νομοσχέδιον περί ενοικιοστασίου όπως κατετέθη εις την Βουλήν περιλαμβάνει διατάξεις αι οποίαι αφορούν τας αυξήσεις των ενοικίων και τας σχέσεις ιδιοκτητών και ενοικιαστών. Κατά τας πληροφορίας μας η Κυβέρνησις προτίθεται να επιφέρη τροποποιήσεις εις πολλά άρθρα, ενώ αι οργανώσεις των ενοικιαστών διαμαρτύρονται εντόνως και ζητούν την απόσυρσιν του νομοσχεδίου. Χθες συνήλθε το Υπουργικόν Συμβούλιον υπό την προεδρίαν του Πρωθυπουργού και συνεζήτησε τα εκκρεμή ζητήματα. [270,1128,390,1187]
article-body: Το νομοσχέδιον περί ενοικιοστασίου όπως κατετέθη εις την Βουλήν περιλαμβάνει διατάξεις αι οποίαι αφορούν τας αυξήσεις των ενοικίων και τας σχέσεις ιδιοκτητών και ενοικιαστών. Κατά τας πληροφορίας μας η Κυβέρνησις προτίθεται να επιφέρη τροποποιήσεις εις πολλά άρθρα, ενώ αι οργανώσεις των ενοικιαστών διαμαρτύρονται εντόνως και ζητούν την απόσυρσιν του νομοσχεδίου. Χθες συνήλθε το Υπουργικόν Συμβούλιον υπό την προεδρίαν του Πρωθυπουργού και συνεζήτησε τα εκκρεμή ζητήματα. [228,401,307,497]
article-body: Το νομοσχέδιον περί ενοικιοστασίου όπως κατετέθη εις την Βουλήν περιλαμβάνει διατάξεις αι οποίαι αφορούν τας αυξήσεις των ενοικίων και τας σχέσεις ιδιοκτητών και ενοικιαστών. Κατά τας πληροφορίας μας η Κυβέρνησις προτίθεται να επιφέρη τροποποιήσεις εις πολλά άρθρα, ενώ αι οργανώσεις των ενοικιαστών διαμαρτύρονται εντόνως και ζητούν την απόσυρσιν του νομοσχεδίου. Χθες συνήλθε το Υπουργικόν Συμβούλιον υπό την προεδρίαν του Πρωθυπουργού και συνεζήτησε τα εκκρεμή ζητήματα. [10,842,136,896]
article-subheadline: ΔΙΚΑΙΟΤΕΡΑ ΤΑ ΑΠΟΤΕΛΕΣΜΑΤΑ ΤΟΥ ΝΟΜΟΣΧΕΔΙΟΥ [16,57,130,71]
article-body: Το νομοσχέδιον περί ενοικιοστασίου όπως κατετέθη εις την Βουλήν περιλαμβάνει διατάξεις αι οποίαι αφορούν τας αυξήσεις των ενοικίων και τας σχέσεις ιδιοκτητών και ενοικιαστών. Κατά τας πληροφορίας μας η Κυβέρνησις προτίθεται να επιφέρη τροποποιήσεις εις πολλά άρθρα, ενώ αι οργανώσεις των ενοικιαστών διαμαρτύρονται εντόνως και ζητούν την απόσυρσιν του νομοσχεδίου. Χθες συνήλθε το Υπουργικόν Συμβούλιον υπό την προεδρίαν του Πρωθυπουργού και συνεζήτησε τα εκκρεμή ζητήματα. [495,702,590,771]
column-rule [140,32,141,808]
article-body: Το νομοσχέδιον περί ενοικιοστασίου όπως κατετέθη εις την Βουλήν περιλαμβάνει διατάξεις αι οποίαι αφορούν τας αυξήσεις των ενοικίων και τας σχέσεις ιδιοκτητών και ενοικιαστών. Κατά τας πληροφορίας μας η Κυβέρνησις προτίθεται να επιφέρη τροποποιήσεις εις πολλά άρθρα, ενώ αι οργανώσεις των ενοικιαστών διαμαρτύρονται εντόνως και ζητούν την απόσυρσιν του νομοσχεδίου. Χθες συνήλθε το Υπουργικόν Συμβούλιον υπό την προεδρίαν του Πρωθυπουργού και συνεζήτησε τα εκκρεμή ζητήματα. [228,499,307,595]
article-headline: ΟΙ ΕΜΠΟΡΟΙ ΔΕΚΟΝΤΑΙ ΤΑΣ ΑΥΞΗΣΕΙΣ ΕΝΟΙΚΙΟΣΤΑΣΙΟΥ [169,797,366,805]
article-columns [398,61,590,442]
